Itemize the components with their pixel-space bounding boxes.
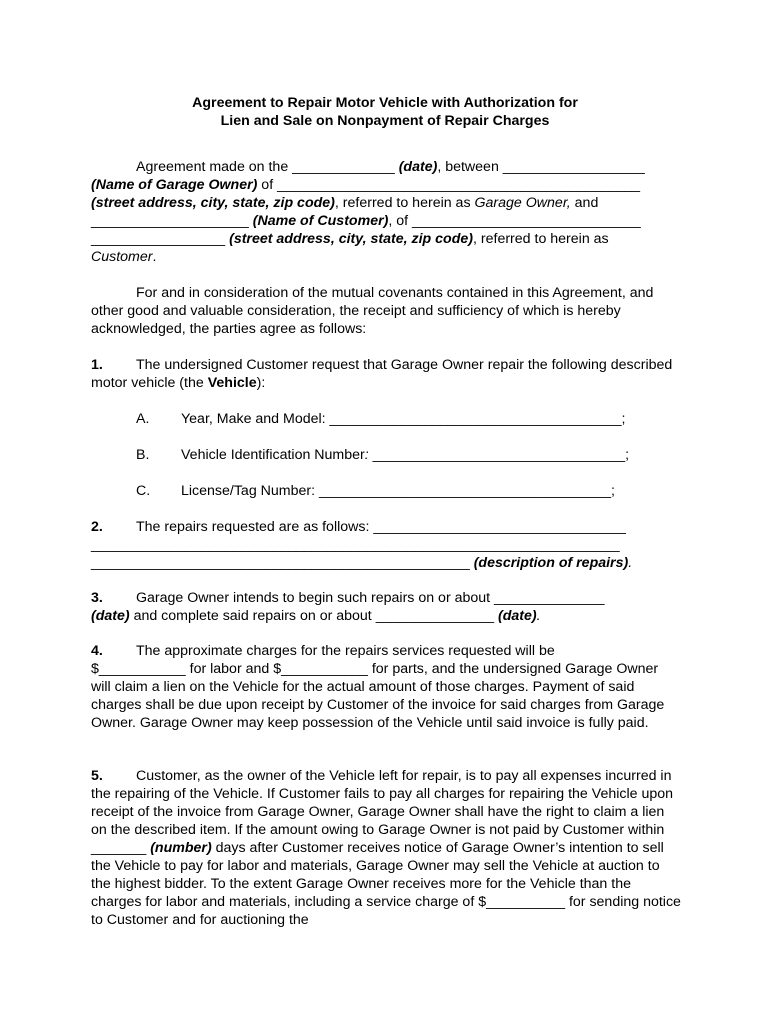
intro-line-3: (street address, city, state, zip code), referred to herein as Garage Owner, and [91,195,599,211]
title-line-2: Lien and Sale on Nonpayment of Repair Charges [220,113,550,129]
item-year-make-model: A. Year, Make and Model: _____________________________________; [136,411,626,427]
intro-line-2: (Name of Garage Owner) of ______________________________________________ [91,177,641,193]
section-3: 3. Garage Owner intends to begin such repairs on or about ______________ (date) and complete said repairs on or about _______________ (date). [91,590,605,624]
item-vin: B. Vehicle Identification Number: ________________________________; [136,447,630,463]
section-4-number: 4. [91,643,103,659]
garage-owner-name-placeholder: (Name of Garage Owner) [91,177,258,193]
start-date-placeholder: (date) [91,608,130,624]
intro-paragraph [91,158,681,266]
section-5: 5. Customer, as the owner of the Vehicle left for repair, is to pay all expenses incurred in the repairing of the Vehicle. If Customer fails to pay all charges for repairing the Vehicle upon receipt of the invoice from Garage Owner, Garage Owner shall have the right to claim a lien on the described item. If the amount owing to Garage Owner is not paid by Customer within _______ (number) days after Customer receives notice of Garage Owner’s intention to sell the Vehicle to pay for labor and materials, Garage Owner may sell the Vehicle at auction to the highest bidder. To the extent Garage Owner receives more for the Vehicle than the charges for labor and materials, including a service charge of $__________ for sending notice to Customer and for auctioning the [91,768,681,928]
intro-line-5: _________________ (street address, city, state, zip code), referred to herein as [91,231,609,247]
intro-line-6: Customer. [91,249,157,265]
number-of-days-placeholder: (number) [150,840,212,856]
completion-date-placeholder: (date) [498,608,537,624]
intro-line-4: ____________________ (Name of Customer), of _____________________________ [91,213,641,229]
section-4: 4. The approximate charges for the repairs services requested will be $___________ for labor and $___________ for parts, and the undersigned Garage Owner will claim a lien on the Vehicle for the actual amount of those charges. Payment of said charges shall be due upon receipt by Customer of the invoice for said charges from Garage Owner. Garage Owner may keep possession of the Vehicle until said invoice is fully paid. [91,643,665,731]
section-3-number: 3. [91,590,103,606]
section-1: 1. The undersigned Customer request that Garage Owner repair the following described motor vehicle (the Vehicle): [91,357,673,391]
section-2: 2. The repairs requested are as follows: ________________________________ ___________________________________________________________________ ________________________________________________ (description of repairs). [91,519,633,571]
garage-address-placeholder: (street address, city, state, zip code) [91,195,335,211]
date-placeholder: (date) [398,159,438,175]
document-title [0,94,770,130]
customer-address-placeholder: (street address, city, state, zip code) [229,231,473,247]
repairs-description-placeholder: (description of repairs) [473,555,629,571]
section-2-number: 2. [91,519,103,535]
intro-line-1: Agreement made on the _____________ (date), between __________________ [136,159,645,175]
consideration-paragraph: For and in consideration of the mutual covenants contained in this Agreement, and other good and valuable consideration, the receipt and sufficiency of which is hereby acknowledged, the parties agree as follows: [91,285,654,337]
section-5-number: 5. [91,768,103,784]
title-line-1: Agreement to Repair Motor Vehicle with Authorization for [192,95,578,111]
customer-name-placeholder: (Name of Customer) [252,213,389,229]
section-1-number: 1. [91,357,103,373]
item-license-tag: C. License/Tag Number: _____________________________________; [136,483,615,499]
